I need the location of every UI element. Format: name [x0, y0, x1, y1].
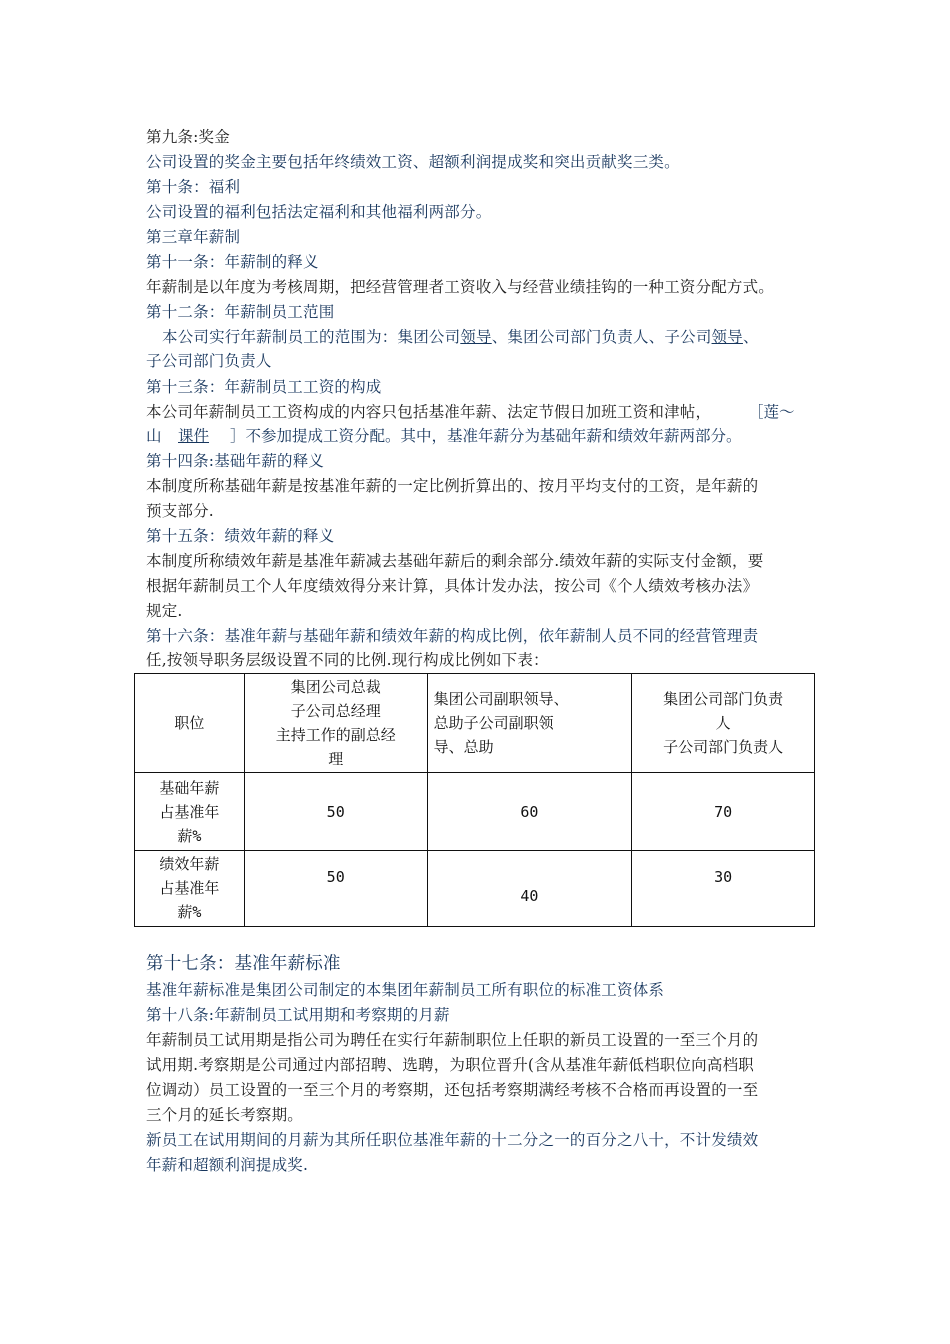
article-9-body: 公司设置的奖金主要包括年终绩效工资、超额利润提成奖和突出贡献奖三类。	[146, 153, 680, 171]
article-11-heading: 第十一条：年薪制的释义	[146, 253, 319, 271]
article-16-body-line2: 任,按领导职务层级设置不同的比例.现行构成比例如下表：	[146, 651, 549, 669]
courseware-link[interactable]: 课件	[178, 427, 210, 445]
leader-link-1[interactable]: 领导	[460, 328, 492, 346]
article-9-heading: 第九条:奖金	[146, 128, 230, 146]
header-group-vice-leader: 集团公司副职领导、 总助子公司副职领 导、总助	[427, 674, 632, 773]
article-18-body-line5: 新员工在试用期间的月薪为其所任职位基准年薪的十二分之一的百分之八十，不计发绩效	[146, 1131, 759, 1149]
cell-value: 30	[632, 850, 815, 926]
article-10-body: 公司设置的福利包括法定福利和其他福利两部分。	[146, 203, 492, 221]
article-14-body-line2: 预支部分.	[146, 502, 214, 520]
table-row	[135, 773, 815, 850]
article-18-body-line2: 试用期.考察期是公司通过内部招聘、选聘，为职位晋升(含从基准年薪低档职位向高档职	[146, 1056, 754, 1074]
table-row	[135, 850, 815, 926]
row-label-performance-salary: 绩效年薪 占基准年 薪%	[135, 850, 245, 926]
cell-value: 60	[427, 773, 632, 850]
article-12-body-line2: 子公司部门负责人	[146, 352, 272, 370]
lianshan-link-shan[interactable]: 山	[146, 427, 162, 445]
article-15-body-line3: 规定.	[146, 602, 183, 620]
cell-value: 40	[427, 850, 632, 926]
header-group-president: 集团公司总裁 子公司总经理 主持工作的副总经 理	[244, 674, 427, 773]
article-17-heading: 第十七条：基准年薪标准	[146, 954, 341, 974]
article-11-body: 年薪制是以年度为考核周期，把经营管理者工资收入与经营业绩挂钩的一种工资分配方式。	[146, 278, 775, 296]
row-label-base-salary: 基础年薪 占基准年 薪%	[135, 773, 245, 850]
table-header-row	[135, 674, 815, 773]
chapter-3-heading: 第三章年薪制	[146, 228, 241, 246]
header-position: 职位	[135, 674, 245, 773]
article-18-body-line3: 位调动）员工设置的一至三个月的考察期，还包括考察期满经考核不合格而再设置的一至	[146, 1081, 759, 1099]
cell-value: 70	[632, 773, 815, 850]
article-12-text-a: 本公司实行年薪制员工的范围为：集团公司	[162, 328, 461, 346]
cell-value: 50	[244, 773, 427, 850]
article-13-body-line2: ］不参加提成工资分配。其中，基准年薪分为基础年薪和绩效年薪两部分。	[230, 427, 742, 445]
lianshan-link-bracket[interactable]: ［莲～	[748, 403, 795, 421]
article-15-body-line2: 根据年薪制员工个人年度绩效得分来计算，具体计发办法，按公司《个人绩效考核办法》	[146, 577, 759, 595]
article-12-text-b: 、集团公司部门负责人、子公司	[491, 328, 712, 346]
salary-ratio-table	[134, 673, 815, 927]
cell-value: 50	[244, 850, 427, 926]
article-17-body: 基准年薪标准是集团公司制定的本集团年薪制员工所有职位的标准工资体系	[146, 981, 665, 999]
article-13-heading: 第十三条：年薪制员工工资的构成	[146, 378, 382, 396]
article-18-body-line4: 三个月的延长考察期。	[146, 1106, 304, 1124]
leader-link-2[interactable]: 领导	[711, 328, 743, 346]
article-18-body-line6: 年薪和超额利润提成奖.	[146, 1156, 309, 1174]
article-12-heading: 第十二条：年薪制员工范围	[146, 303, 335, 321]
article-10-heading: 第十条：福利	[146, 178, 241, 196]
article-12-text-c: 、	[742, 328, 759, 346]
article-15-body-line1: 本制度所称绩效年薪是基准年薪减去基础年薪后的剩余部分.绩效年薪的实际支付金额，要	[146, 552, 764, 570]
article-18-heading: 第十八条:年薪制员工试用期和考察期的月薪	[146, 1006, 450, 1024]
article-16-body-line1: 第十六条：基准年薪与基础年薪和绩效年薪的构成比例，依年薪制人员不同的经营管理责	[146, 627, 759, 645]
article-13-body-line1: 本公司年薪制员工工资构成的内容只包括基准年薪、法定节假日加班工资和津帖，	[146, 403, 712, 421]
article-15-heading: 第十五条：绩效年薪的释义	[146, 527, 335, 545]
article-14-body-line1: 本制度所称基础年薪是按基准年薪的一定比例折算出的、按月平均支付的工资，是年薪的	[146, 477, 759, 495]
article-12-body-line1	[162, 327, 759, 347]
header-department-head: 集团公司部门负责 人 子公司部门负责人	[632, 674, 815, 773]
article-18-body-line1: 年薪制员工试用期是指公司为聘任在实行年薪制职位上任职的新员工设置的一至三个月的	[146, 1031, 759, 1049]
article-14-heading: 第十四条:基础年薪的释义	[146, 452, 325, 470]
